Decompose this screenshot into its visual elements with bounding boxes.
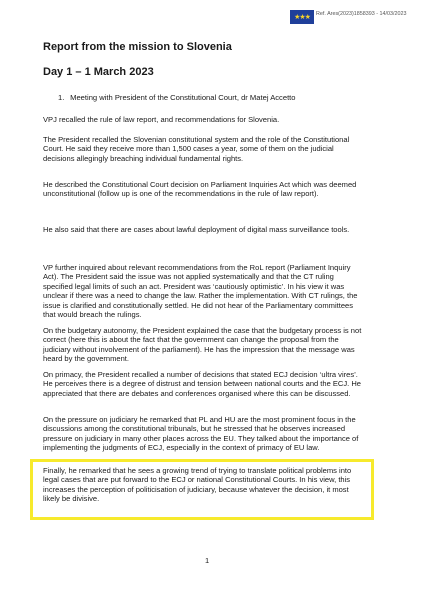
meeting-list-item [58,93,296,102]
paragraph: VP further inquired about relevant recommendations from the RoL report (Parliament Inquiry Act). The President said the issue was not applied systematically and that the CT ruling specified legal limits of such an act. President was ‘cautiously optimistic’. In his view it was unclear if there was a need to change the law. Rather the implementation. With CT rulings, the issue is clarified and constitutionally settled. He did not hear of the Parliamentary committees that would breach the rulings. [43,263,358,320]
list-item-text: Meeting with President of the Constitutional Court, dr Matej Accetto [70,93,296,102]
paragraph: On the budgetary autonomy, the President explained the case that the budgetary process is not correct (here this is about the fact that the government can change the proposal from the judiciary without involvement of the parliament). He has the impression that the message was heard by the government. [43,326,362,364]
document-reference: Ref. Ares(2023)1858393 - 14/03/2023 [316,11,407,17]
paragraph: He also said that there are cases about lawful deployment of digital mass surveillance tools. [43,225,350,234]
paragraph: VPJ recalled the rule of law report, and recommendations for Slovenia. [43,115,280,124]
eu-flag-icon: ★★★ [290,10,314,24]
paragraph: The President recalled the Slovenian constitutional system and the role of the Constitutional Court. He said they receive more than 1,500 cases a year, some of them on the judicial decisions allegingly breaching individual fundamental rights. [43,135,350,163]
paragraph: On primacy, the President recalled a number of decisions that stated ECJ decision ‘ultra vires’. He perceives there is a degree of distrust and tension between national courts and the ECJ. He appreciated that there are debates and conferences organised where this can be discussed. [43,370,361,398]
highlighted-paragraph: Finally, he remarked that he sees a growing trend of trying to translate political problems into legal cases that are put forward to the ECJ or national Constitutional Courts. In his view, this increases the perception of politicisation of judiciary, because whatever the decision, it most likely be divisive. [43,466,352,504]
page-number: 1 [205,556,210,565]
report-title: Report from the mission to Slovenia [43,41,232,53]
list-item-number: 1. [58,93,65,102]
paragraph: On the pressure on judiciary he remarked that PL and HU are the most prominent focus in the discussions among the constitutional tribunals, but he stressed that he observes increased pressure on judiciary in many other places across the EU. They talked about the importance of implementing the judgments of ECJ, especially in the context of primacy of EU law. [43,415,359,453]
day-heading: Day 1 – 1 March 2023 [43,66,154,78]
paragraph: He described the Constitutional Court decision on Parliament Inquiries Act which was deemed unconstitutional (follow up is one of the recommendations in the rule of law report). [43,180,357,199]
